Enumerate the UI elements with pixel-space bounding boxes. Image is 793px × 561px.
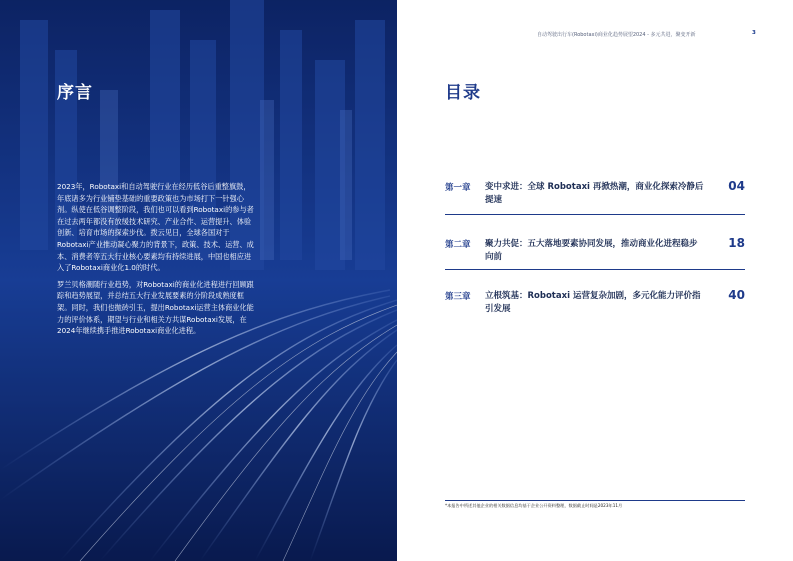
- footnote-divider: [445, 500, 745, 501]
- preface-body: [57, 181, 257, 342]
- toc-divider: [445, 269, 745, 270]
- toc-chapter-title: 聚力共促：五大落地要素协同发展，推动商业化进程稳步向前: [485, 239, 698, 262]
- toc-page-number: 40: [728, 288, 745, 302]
- toc-divider: [445, 214, 745, 215]
- toc-chapter-label: 第三章: [445, 292, 471, 302]
- toc-title: 目录: [445, 83, 481, 103]
- toc-chapter-label: 第二章: [445, 240, 471, 250]
- toc-page-number: 04: [728, 179, 745, 193]
- toc-page-number: 18: [728, 236, 745, 250]
- preface-paragraph: 罗兰贝格潮随行业趋势，对Robotaxi的商业化进程进行回顾跟踪和趋势展望，并总结五大行业发展要素的分阶段成熟度框架。同时，我们也抛砖引玉，提出Robotaxi运营主体商业化能力的评价体系，期望与行业和相关方共谋Robotaxi发展，在2024年继续携手推进Robotaxi商业化进程。: [57, 279, 254, 336]
- toc-panel: [397, 0, 793, 561]
- running-header: 自动驾驶出行车(Robotaxi)商业化趋势展望2024 - 多元共进，聚变开新: [537, 32, 696, 38]
- footnote: *本报告中所述其他企业的相关数据信息均基于企业公开资料整理，数据截止时间是2023年11月: [445, 503, 623, 508]
- preface-title: 序言: [57, 83, 93, 103]
- toc-chapter-title: 立根筑基：Robotaxi 运营复杂加剧，多元化能力评价指引发展: [485, 291, 701, 314]
- preface-paragraph: 2023年，Robotaxi和自动驾驶行业在经历低谷后重整旗鼓，年底诸多为行业铺垫基础的重要政策也为市场打下一针强心剂。纵使在低谷调整阶段，我们也可以看到Robotaxi的参与者在过去两年都没有放缓技术研究、产业合作、运营提升、体验创新、培育市场的探索步伐。拨云见日，全球各国对于Robotaxi产业推动凝心聚力的背景下，政策、技术、运营、成本、消费者等五大行业核心要素均有持续进展，中国也相应进入了Robotaxi商业化1.0的时代。: [57, 182, 254, 273]
- page-number: 3: [752, 30, 756, 36]
- toc-chapter-label: 第一章: [445, 183, 471, 193]
- toc-chapter-title: 变中求进：全球 Robotaxi 再掀热潮，商业化探索冷静后提速: [485, 182, 704, 205]
